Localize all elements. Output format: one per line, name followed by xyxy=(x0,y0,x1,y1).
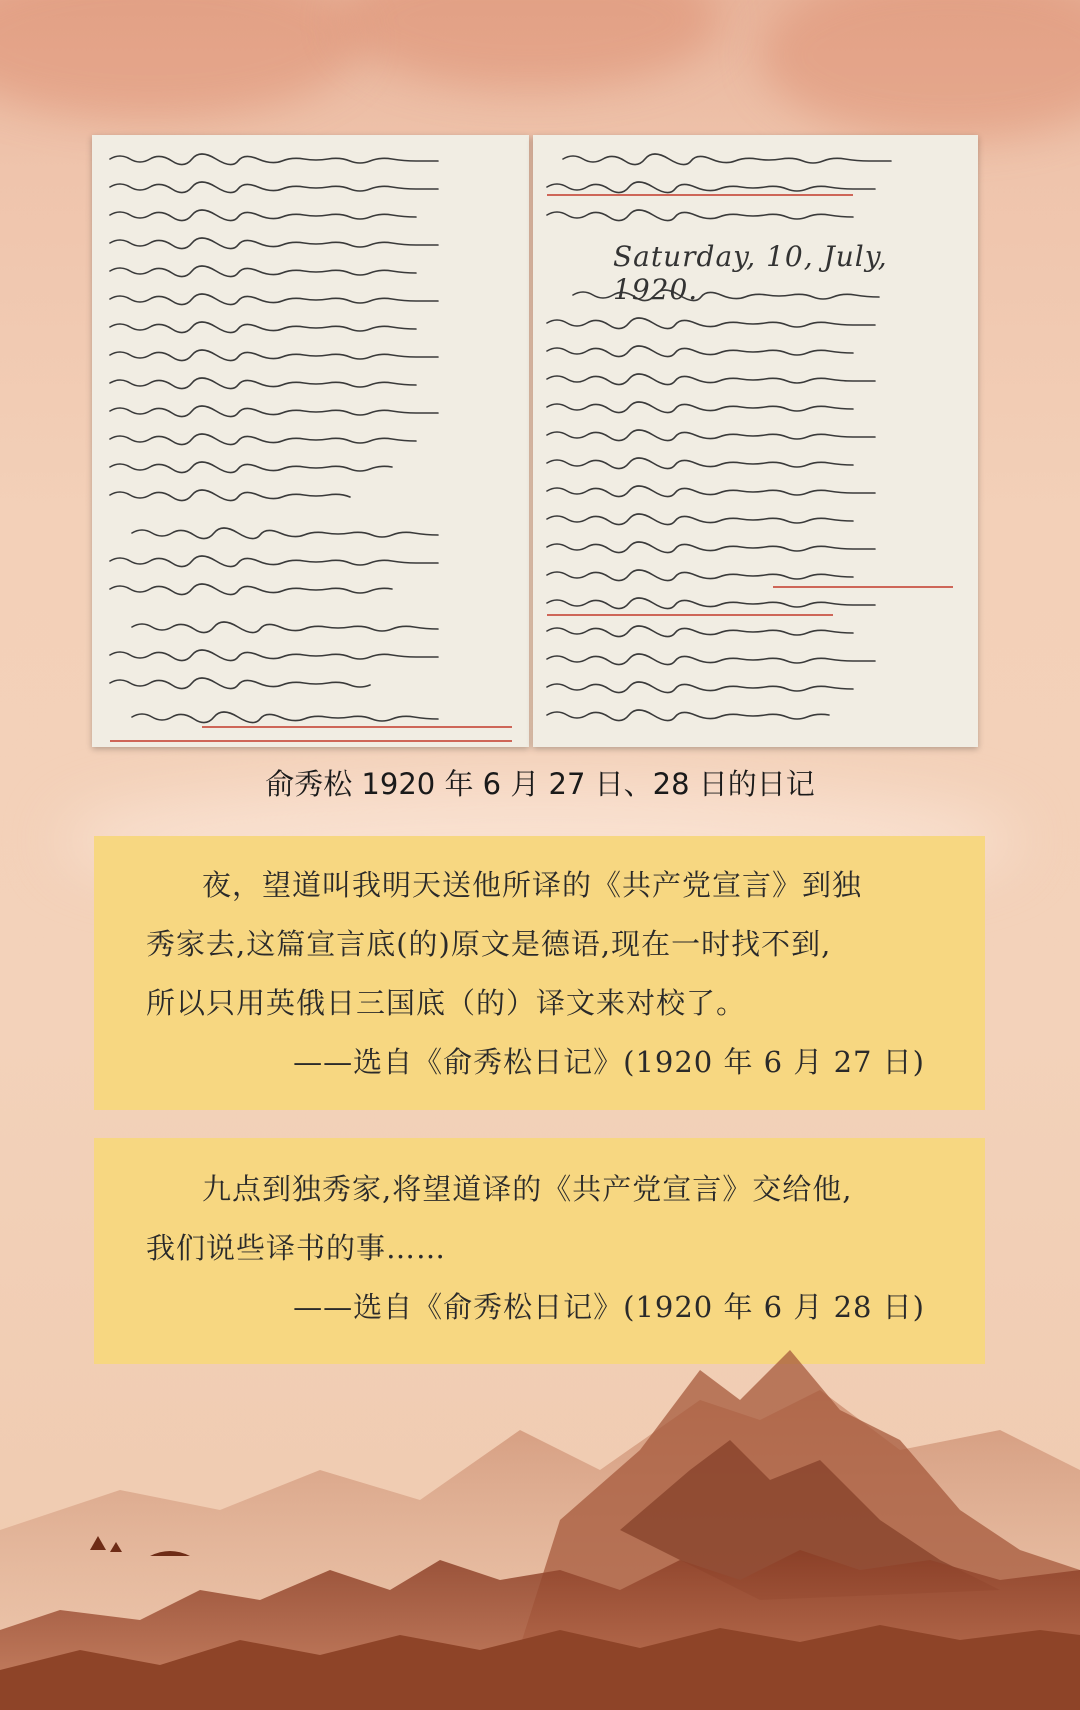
quote-box-june-27 xyxy=(94,836,985,1110)
quote-line: 九点到独秀家,将望道译的《共产党宣言》交给他, xyxy=(202,1172,853,1206)
quote-line: 秀家去,这篇宣言底(的)原文是德语,现在一时找不到, xyxy=(146,927,832,961)
handwriting-left xyxy=(92,135,529,747)
image-caption: 俞秀松 1920 年 6 月 27 日、28 日的日记 xyxy=(265,767,815,801)
cloud-top-right xyxy=(760,0,1080,140)
quote-source: ——选自《俞秀松日记》(1920 年 6 月 27 日) xyxy=(293,1045,925,1079)
quote-line: 夜，望道叫我明天送他所译的《共产党宣言》到独 xyxy=(202,868,863,902)
diary-image xyxy=(92,135,978,747)
quote-line: 所以只用英俄日三国底（的）译文来对校了。 xyxy=(146,986,747,1020)
quote-source: ——选自《俞秀松日记》(1920 年 6 月 28 日) xyxy=(293,1290,925,1324)
ink-mountain-landscape xyxy=(0,1270,1080,1710)
diary-page-right xyxy=(533,135,978,747)
quote-line: 我们说些译书的事…… xyxy=(146,1231,447,1265)
diary-page-left xyxy=(92,135,529,747)
cloud-top-left xyxy=(0,0,360,120)
diary-date-line: Saturday, 10, July, 1920. xyxy=(613,240,888,306)
cloud-top-center xyxy=(340,0,720,90)
handwriting-right xyxy=(533,135,978,747)
